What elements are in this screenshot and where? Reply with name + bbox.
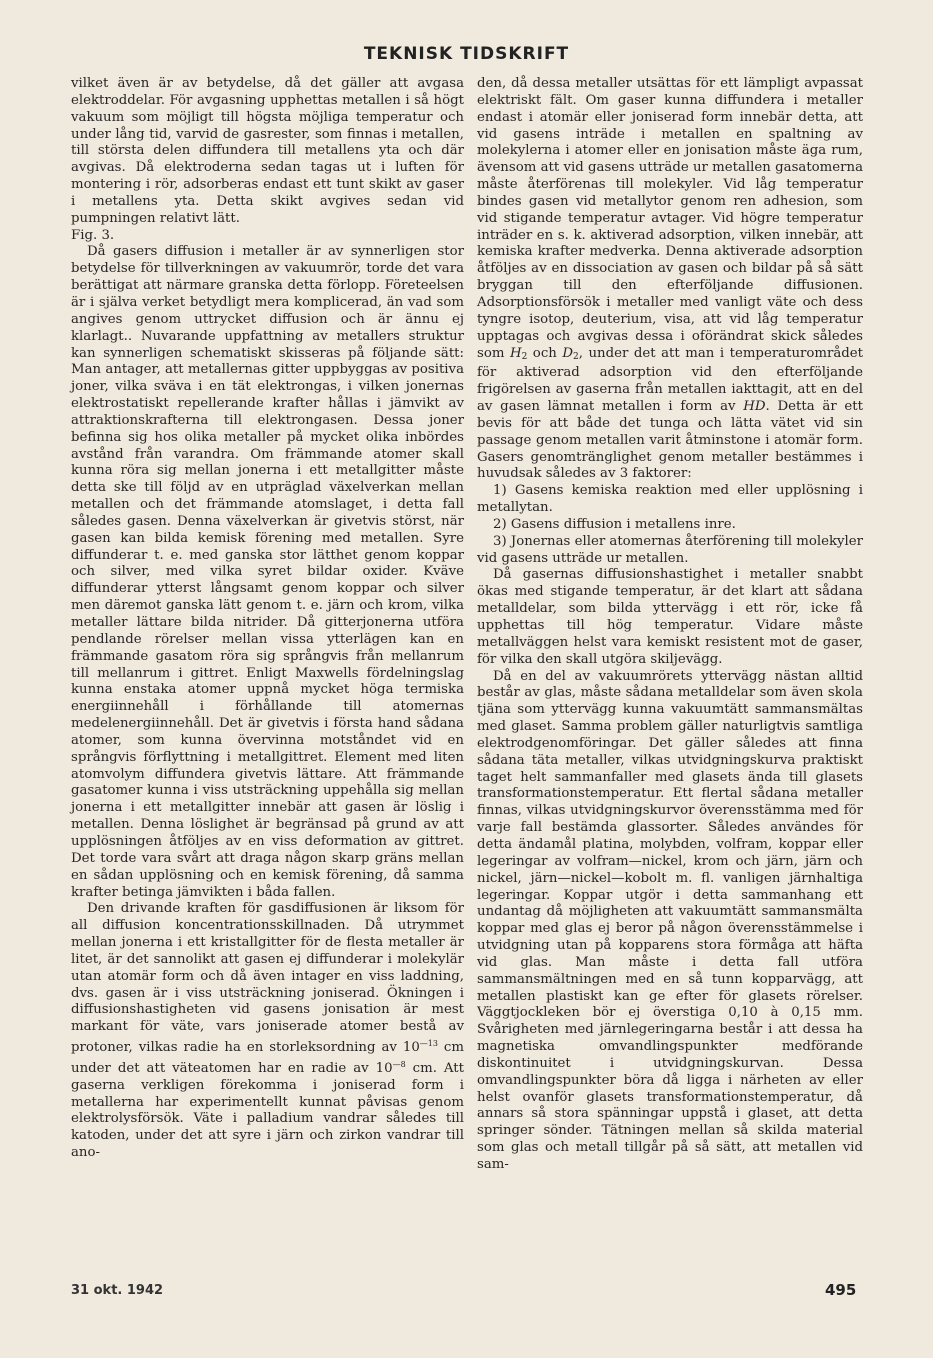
formula-h-subscript: 2 [521, 351, 528, 362]
list-item-2: 2) Gasens diffusion i metallens inre. [493, 516, 736, 532]
right-p1-text-b: , under det att man i temperaturområdet för aktiverad adsorption vid den efterföljande frigörelsen av gaserna från metallen iakttagit, att en del av gasen lämnat metallen i form av [477, 345, 863, 415]
exponent-2: —8 [392, 1059, 406, 1069]
right-paragraph-3: Då en del av vakuumrörets yttervägg nästan alltid består av glas, måste sådana metalldelar som även skola tjäna som yttervägg kunna vakuumtätt sammansmältas med glaset. Samma problem gäller naturligtvis samtliga elektrodgenomföringar. Det gäller således att finna sådana täta metaller, vilkas utvidgningskurva praktiskt taget helt sammanfaller med glasets ända till glasets transformationstemperatur. Ett flertal sådana metaller finnas, vilkas utvidgningskurvor överensstämma med för varje fall bestämda glassorter. Således användes för detta ändamål platina, molybden, volfram, koppar eller legeringar av volfram—nickel, krom och järn, järn och nickel, järn—nickel—kobolt m. fl. vanligen järnhaltiga legeringar. Koppar utgör i detta sammanhang ett undantag då möjligheten att vakuumtätt sammansmälta koppar med glas ej beror på någon överensstämmelse i utvidgning utan på kopparens stora förmåga att häfta vid glas. Man måste i detta fall utföra sammansmältningen med en så tunn kopparvägg, att metallen plastiskt kan ge efter för glasets rörelser. Väggtjockleken bör ej överstiga 0,10 à 0,15 mm. Svårigheten med järnlegeringarna består i att dessa ha magnetiska omvandlingspunkter medförande diskontinuitet i utvidgningskurvan. Dessa omvandlingspunkter böra då ligga i närheten av eller helst ovanför glasets transformationstemperatur, då annars så stora spänningar uppstå i glaset, att detta springer sönder. Tätningen mellan så skilda material som glas och metall tillgår på så sätt, att metallen vid sam- [477, 668, 863, 1172]
right-paragraph-1 [477, 76, 863, 483]
left-p3-text-c: cm. Att gaserna verkligen förekomma i joniserad form i metallerna har experimentellt kunnat påvisas genom elektrolysförsök. Väte i palladium vandrar således till katoden, under det att syre i järn och zirkon vandrar till ano- [71, 1060, 464, 1161]
left-paragraph-3 [71, 901, 464, 1162]
left-p3-text-a: Den drivande kraften för gasdiffusionen är liksom för all diffusion koncentrationsskillnaden. Då utrymmet mellan jonerna i ett kristallgitter för de flesta metaller är litet, är det sannolikt att gasen ej diffunderar i molekylär utan atomär form och då även intager en viss laddning, dvs. gasen är i viss utsträckning joniserad. Ökningen i diffusionshastigheten vid gasens jonisation är mest markant för väte, vars joniserade atomer bestå av protoner, vilkas radie ha en storleksordning av 10 [71, 901, 464, 1056]
formula-h: H [509, 345, 522, 361]
list-item-3: 3) Jonernas eller atomernas återförening till molekyler vid gasens utträde ur metallen. [477, 533, 863, 566]
left-paragraph-2: Då gasers diffusion i metaller är av synnerligen stor betydelse för tillverkningen av vakuumrör, torde det vara berättigat att närmare granska detta förlopp. Företeelsen är i själva verket betydligt mera komplicerad, än vad som angives genom uttrycket diffusion och är ännu ej klarlagt.. Nuvarande uppfattning av metallers struktur kan synnerligen schematiskt skisseras på följande sätt: Man antager, att metallernas gitter uppbyggas av positiva joner, vilka sväva i en tät elektrongas, i vilken jonernas elektrostatiskt repellerande krafter hållas i jämvikt av attraktionskrafterna till elektrongasen. Dessa joner befinna sig hos olika metaller på mycket olika inbördes avstånd från varandra. Om främmande atomer skall kunna röra sig mellan jonerna i ett metallgitter måste detta ske till följd av en utpräglad växelverkan mellan metallen och det främmande atomslaget, i detta fall således gasen. Denna växelverkan är givetvis störst, när gasen kan bilda kemisk förening med metallen. Syre diffunderar t. e. med ganska stor lätthet genom koppar och silver, med vilka syret bildar oxider. Kväve diffunderar ytterst långsamt genom koppar och silver men däremot ganska lätt genom t. e. järn och krom, vilka metaller lättare bilda nitrider. Då gitterjonerna utföra pendlande rörelser mellan vissa ytterlägen kan en främmande gasatom röra sig språngvis från mellanrum till mellanrum i gittret. Enligt Maxwells fördelningslag kunna enstaka atomer uppnå mycket höga termiska energiinnehåll i förhållande till atomernas medelenergiinnehåll. Det är givetvis i första hand sådana atomer, som kunna övervinna motståndet vid en språngvis förflyttning i metallgittret. Element med liten atomvolym diffundera givetvis lättare. Att främmande gasatomer kunna i viss utsträckning uppehålla sig mellan jonerna i ett metallgitter innebär att gasen är löslig i metallen. Denna löslighet är begränsad på grund av att upplösningen åtföljes av en viss deformation av gittret. Det torde vara svårt att draga någon skarp gräns mellan en sådan upplösning och en kemisk förening, då samma krafter betinga jämvikten i båda fallen. [71, 244, 464, 900]
right-paragraph-2: Då gasernas diffusionshastighet i metaller snabbt ökas med stigande temperatur, är det klart att sådana metalldelar, som bilda yttervägg i ett rör, icke få upphettas till hög temperatur. Vidare måste metallväggen helst vara kemiskt resistent mot de gaser, för vilka den skall utgöra skiljevägg. [477, 567, 863, 667]
figure-reference: Fig. 3. [71, 227, 115, 243]
left-paragraph-1: vilket även är av betydelse, då det gäller att avgasa elektroddelar. För avgasning upphettas metallen i så högt vakuum som möjligt till högsta möjliga temperatur och under lång tid, varvid de gasrester, som finnas i metallen, till största delen diffundera till metallens yta och där avgivas. Då elektroderna sedan tagas ut i luften för montering i rör, adsorberas endast ett tunt skikt av gaser i metallens yta. Detta skikt avgives sedan vid pumpningen relativt lätt. [71, 76, 464, 226]
formula-hd: HD [743, 399, 766, 415]
footer-date: 31 okt. 1942 [71, 1283, 164, 1298]
exponent-1: —13 [419, 1039, 438, 1049]
right-column [477, 76, 863, 1174]
formula-d-subscript: 2 [573, 351, 579, 362]
journal-title: TEKNISK TIDSKRIFT [363, 44, 570, 64]
right-p1-text-mid: och [527, 345, 563, 361]
left-p3-text-b: cm under det att väteatomen har en radie av 10 [71, 1040, 464, 1076]
left-column [71, 76, 464, 1162]
list-item-1: 1) Gasens kemiska reaktion med eller upplösning i metallytan. [477, 483, 863, 516]
formula-d: D [562, 345, 574, 361]
right-p1-text-a: den, då dessa metaller utsättas för ett lämpligt avpassat elektriskt fält. Om gaser kunna diffundera i metaller endast i atomär eller joniserad form innebär detta, att vid gasens inträde i metallen en spaltning av molekylerna i atomer eller en jonisation måste äga rum, ävensom att vid gasens utträde ur metallen gasatomerna måste återförenas till molekyler. Vid låg temperatur bindes gasen vid metallytor genom ren adhesion, som vid stigande temperatur avtager. Vid högre temperatur inträder en s. k. aktiverad adsorption, vilken innebär, att kemiska krafter medverka. Denna aktiverade adsorption åtföljes av en dissociation av gasen och bildar på så sätt bryggan till den efterföljande diffusionen. Adsorptionsförsök i metaller med vanligt väte och dess tyngre isotop, deuterium, visa, att vid låg temperatur upptagas och avgivas dessa i oförändrat skick således som [477, 76, 863, 361]
right-p1-text-c: . Detta är ett bevis för att både det tunga och lätta vätet vid sin passage genom metallen varit åtminstone i atomär form. Gasers genomtränglighet genom metaller bestämmes i huvudsak således av 3 faktorer: [477, 399, 863, 482]
page-number: 495 [825, 1281, 857, 1299]
